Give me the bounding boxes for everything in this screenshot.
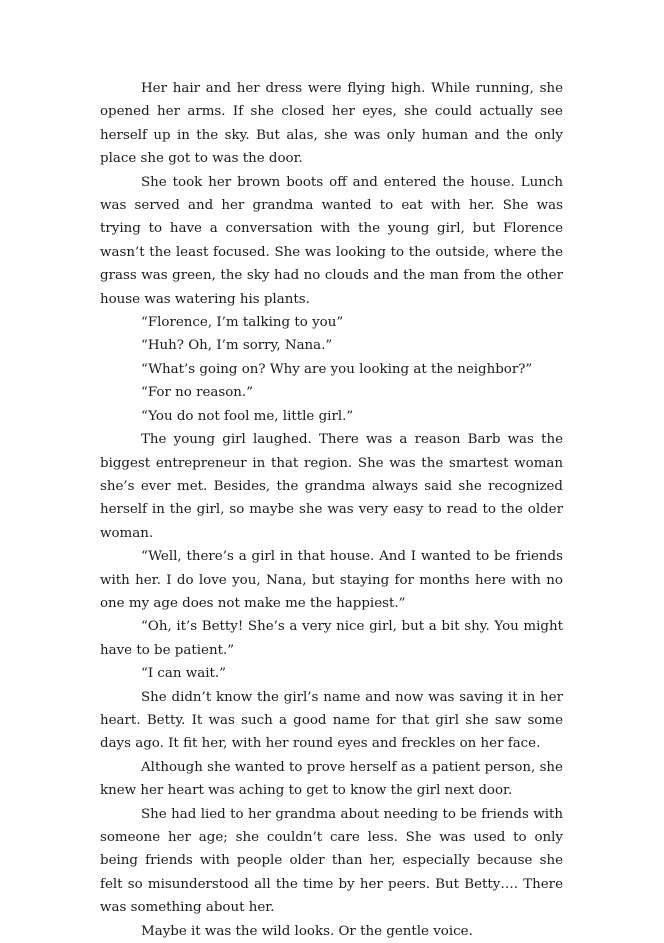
paragraph: “What’s going on? Why are you looking at the neighbor?” <box>141 361 533 377</box>
paragraph: Maybe it was the wild looks. Or the gentle voice. <box>141 923 473 939</box>
paragraph: “I can wait.” <box>141 666 226 682</box>
paragraph: “For no reason.” <box>141 385 254 401</box>
paragraph: Although she wanted to prove herself as a patient person, she knew her heart was aching to get to know the girl next door. <box>100 759 563 799</box>
paragraph: Her hair and her dress were flying high. While running, she opened her arms. If she closed her eyes, she could actually see herself up in the sky. But alas, she was only human and the only place she got to was the door. <box>100 81 563 167</box>
paragraph: “Well, there’s a girl in that house. And I wanted to be friends with her. I do love you, Nana, but staying for months here with no one my age does not make me the happiest.” <box>100 549 563 611</box>
paragraph: “Florence, I’m talking to you” <box>141 315 344 331</box>
paragraph: “Oh, it’s Betty! She’s a very nice girl, but a bit shy. You might have to be patient.” <box>100 619 563 658</box>
paragraph: She took her brown boots off and entered the house. Lunch was served and her grandma wanted to eat with her. She was trying to have a conversation with the young girl, but Florence wasn’t the least focused. She was looking to the outside, where the grass was green, the sky had no clouds and the man from the other house was watering his plants. <box>100 174 563 307</box>
paragraph: The young girl laughed. There was a reason Barb was the biggest entrepreneur in that region. She was the smartest woman she’s ever met. Besides, the grandma always said she recognized herself in the girl, so maybe she was very easy to read to the older woman. <box>100 432 563 541</box>
paragraph: She didn’t know the girl’s name and now was saving it in her heart. Betty. It was such a good name for that girl she saw some days ago. It fit her, with her round eyes and freckles on her face. <box>100 689 563 752</box>
paragraph: “You do not fool me, little girl.” <box>141 408 354 424</box>
paragraph: She had lied to her grandma about needing to be friends with someone her age; she couldn’t care less. She was used to only being friends with people older than her, especially because she felt so misunderstood all the time by her peers. But Betty…. There was something about her. <box>100 806 563 916</box>
body-text <box>100 77 563 943</box>
paragraph: “Huh? Oh, I’m sorry, Nana.” <box>141 338 333 354</box>
